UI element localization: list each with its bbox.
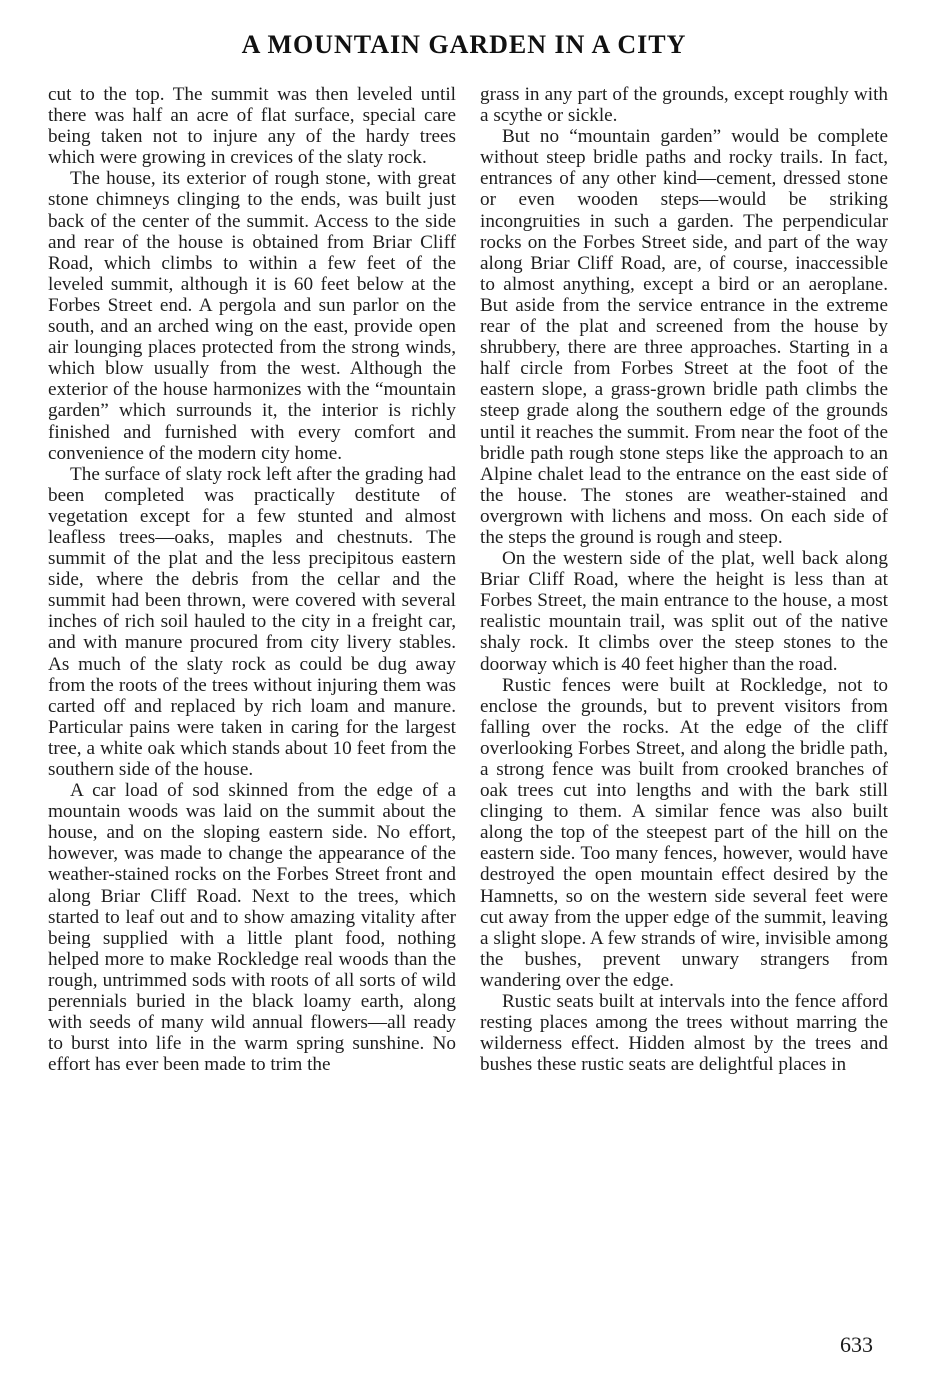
paragraph: A car load of sod skinned from the edge of a mountain woods was laid on the summit about the house, and on the sloping eastern side. No effort, however, was made to change the appearance of the weather-stained rocks on the Forbes Street front and along Briar Cliff Road. Next to the trees, which started to leaf out and to show amazing vitality after being supplied with a little plant food, nothing helped more to make Rockledge real woods than the rough, untrimmed sods with roots of all sorts of wild perennials buried in the black loamy earth, along with seeds of many wild annual flowers—all ready to burst into life in the warm spring sunshine. No effort has ever been made to trim the: [48, 780, 456, 1076]
paragraph: Rustic fences were built at Rockledge, not to enclose the grounds, but to prevent visitors from falling over the rocks. At the edge of the cliff overlooking Forbes Street, and along the bridle path, a strong fence was built from crooked branches of oak trees cut into lengths and with the bark still clinging to them. A similar fence was also built along the top of the steepest part of the hill on the eastern side. Too many fences, however, would have destroyed the open mountain effect desired by the Hamnetts, so on the western side several feet were cut away from the upper edge of the summit, leaving a slight slope. A few strands of wire, invisible among the bushes, prevent unwary strangers from wandering over the edge.: [480, 674, 888, 991]
paragraph: The surface of slaty rock left after the grading had been completed was practically destitute of vegetation except for a few stunted and almost leafless trees—oaks, maples and chestnuts. The summit of the plat and the less precipitous eastern side, where the debris from the cellar and the summit had been thrown, were covered with several inches of rich soil hauled to the city in a freight car, and with manure procured from city livery stables. As much of the slaty rock as could be dug away from the roots of the trees without injuring them was carted off and replaced by rich loam and manure. Particular pains were taken in caring for the largest tree, a white oak which stands about 10 feet from the southern side of the house.: [48, 463, 456, 780]
right-column: [480, 84, 888, 1075]
paragraph: The house, its exterior of rough stone, with great stone chimneys clinging to the ends, was built just back of the center of the summit. Access to the side and rear of the house is obtained from Briar Cliff Road, which climbs to within a few feet of the leveled summit, although it is 60 feet below at the Forbes Street end. A pergola and sun parlor on the south, and an arched wing on the east, provide open air lounging places protected from the strong winds, which blow usually from the west. Although the exterior of the house harmonizes with the “mountain garden” which surrounds it, the interior is richly finished and furnished with every comfort and convenience of the modern city home.: [48, 168, 456, 464]
running-head-title: A MOUNTAIN GARDEN IN A CITY: [241, 30, 687, 59]
left-column: [48, 84, 456, 1075]
paragraph: But no “mountain garden” would be complete without steep bridle paths and rocky trails. In fact, entrances of any other kind—cement, dressed stone or even wooden steps—would be striking incongruities in such a garden. The perpendicular rocks on the Forbes Street side, and part of the way along Briar Cliff Road, are, of course, inaccessible to almost anything, except a bird or an aeroplane. But aside from the service entrance in the extreme rear of the plat and screened from the house by shrubbery, there are three approaches. Starting in a half circle from Forbes Street at the foot of the eastern slope, a grass-grown bridle path climbs the steep grade along the southern edge of the grounds until it reaches the summit. From near the foot of the bridle path rough stone steps like the approach to an Alpine chalet lead to the entrance on the east side of the house. The stones are weather-stained and overgrown with lichens and moss. On each side of the steps the ground is rough and steep.: [480, 126, 888, 548]
paragraph: cut to the top. The summit was then leveled until there was half an acre of flat surface, special care being taken not to injure any of the hardy trees which were growing in crevices of the slaty rock.: [48, 84, 456, 169]
paragraph: Rustic seats built at intervals into the fence afford resting places among the trees without marring the wilderness effect. Hidden almost by the trees and bushes these rustic seats are delightful places in: [480, 991, 888, 1076]
paragraph: On the western side of the plat, well back along Briar Cliff Road, where the height is less than at Forbes Street, the main entrance to the house, a most realistic mountain trail, was split out of the native shaly rock. It climbs over the steep stones to the doorway which is 40 feet higher than the road.: [480, 548, 888, 675]
paragraph: grass in any part of the grounds, except roughly with a scythe or sickle.: [480, 84, 888, 127]
page-number: 633: [840, 1332, 873, 1357]
